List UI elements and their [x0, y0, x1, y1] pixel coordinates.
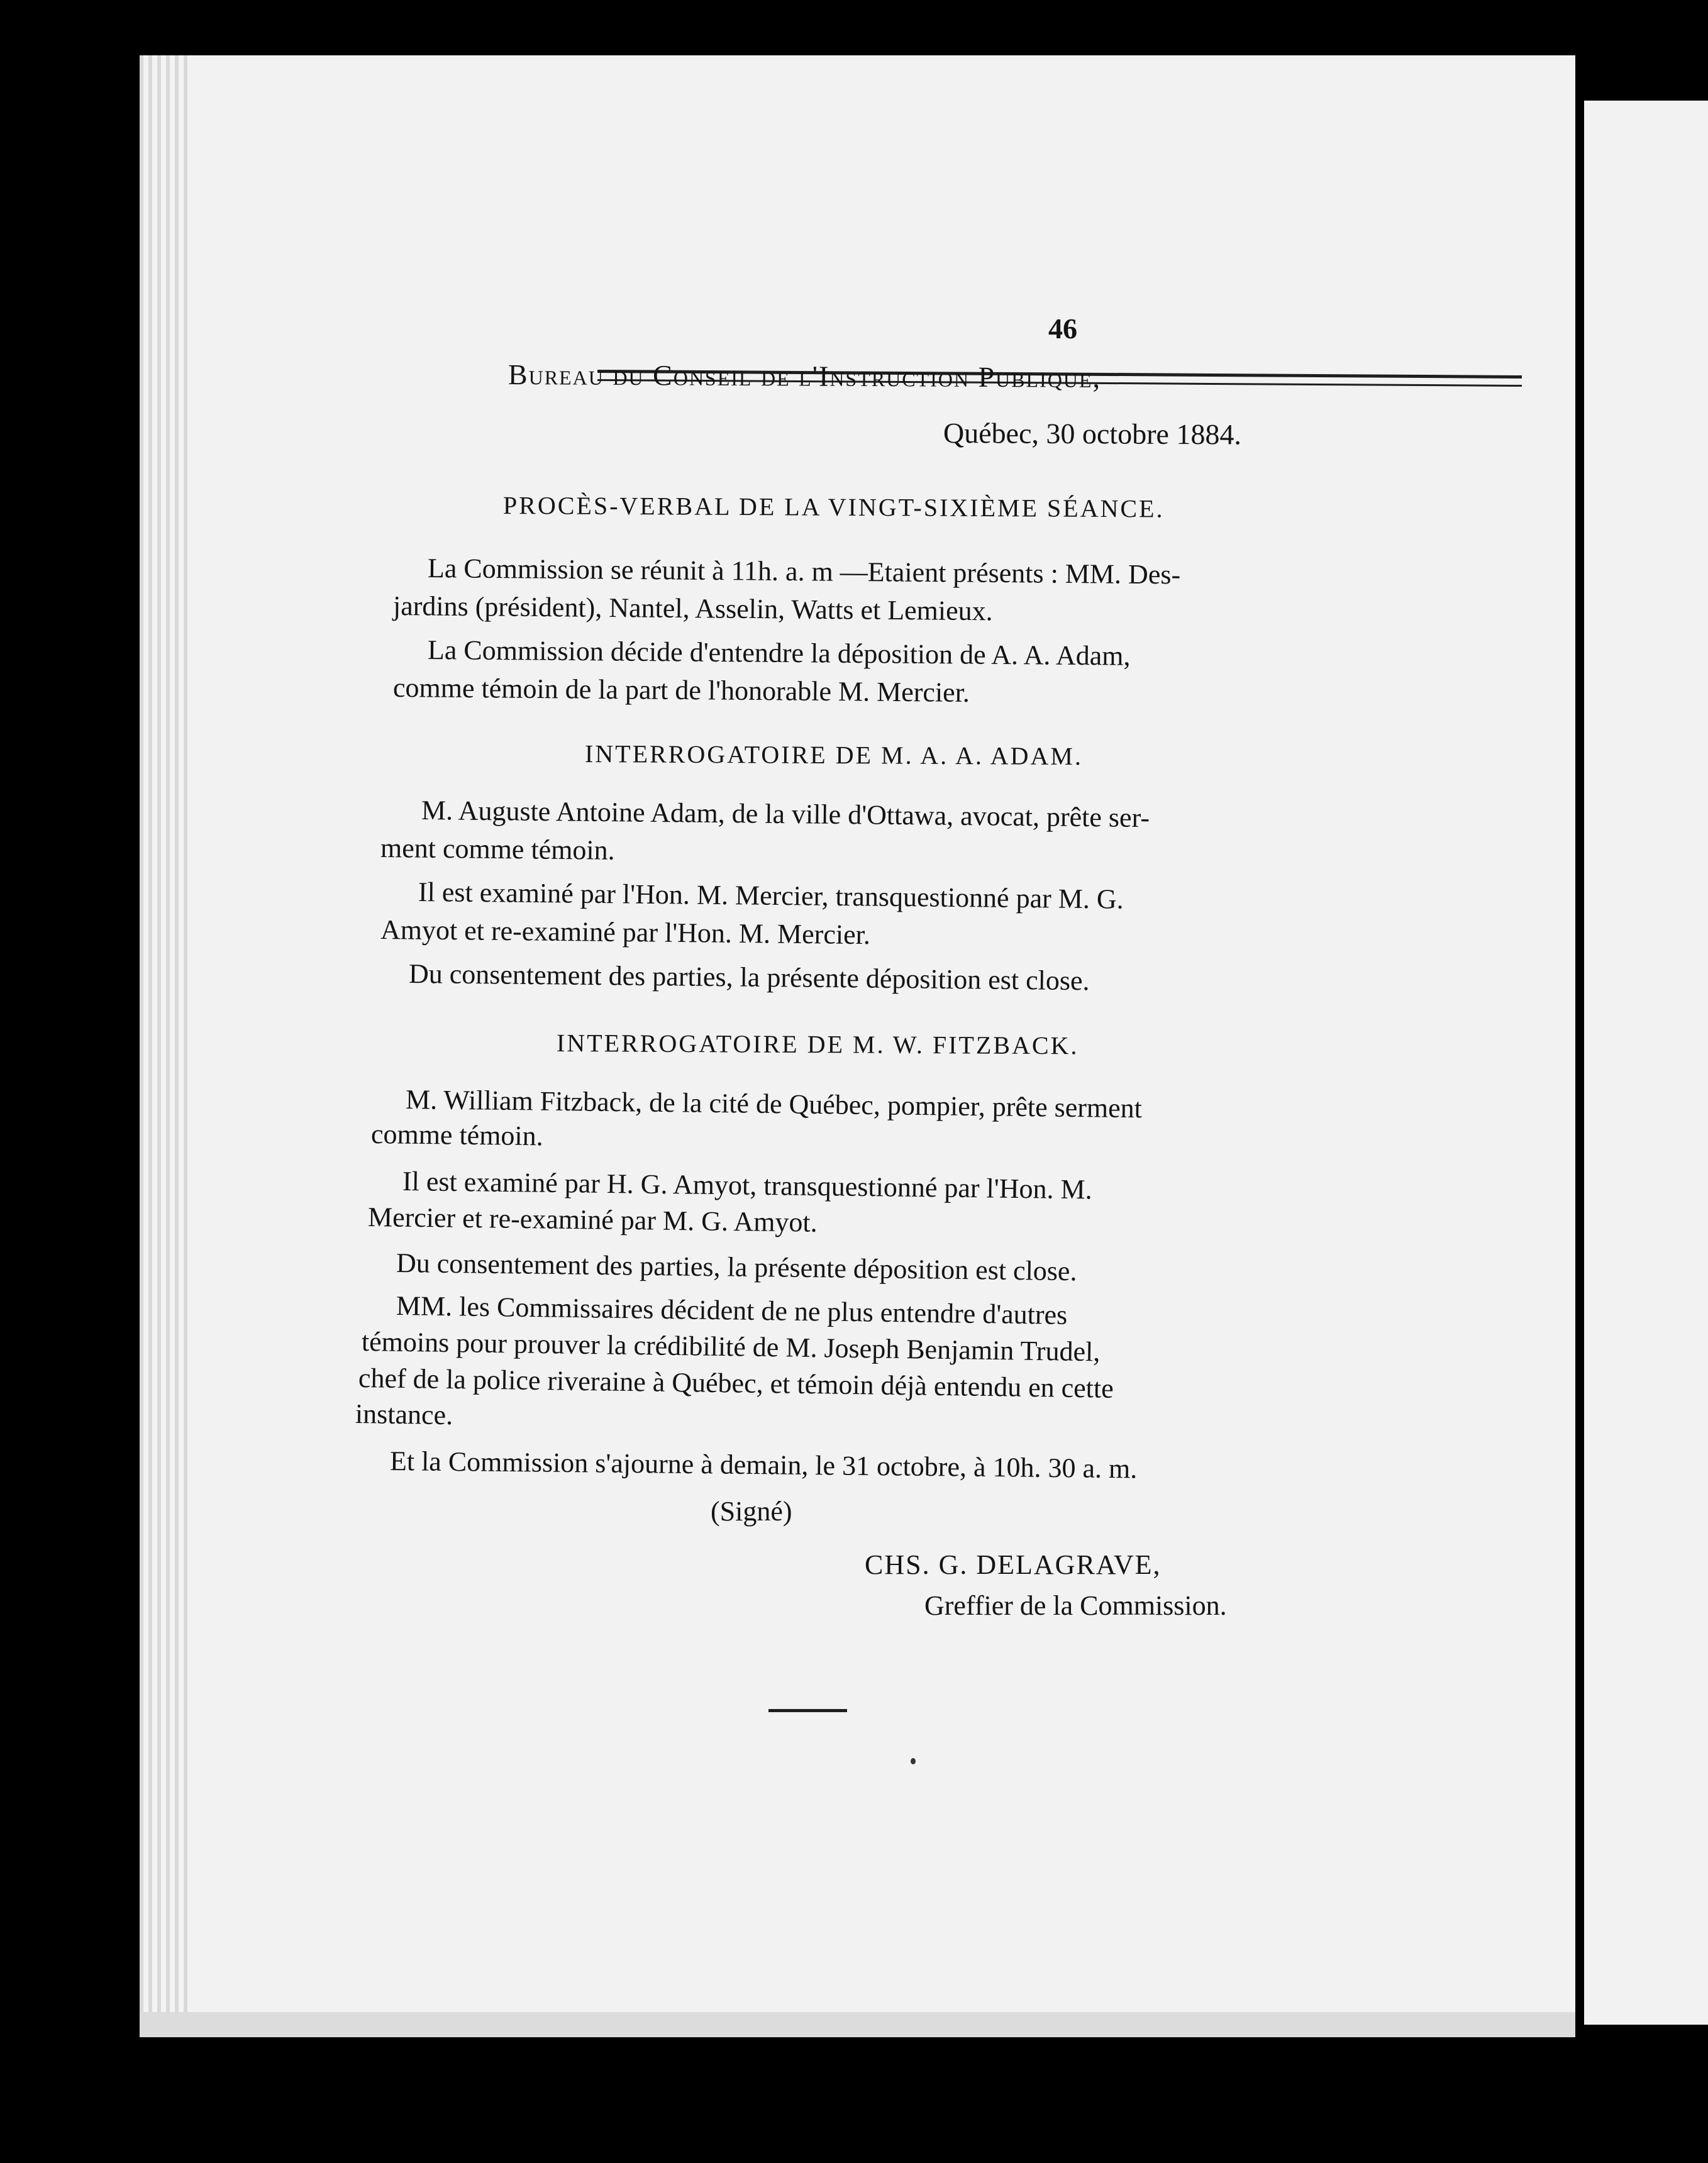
- paragraph-10: Et la Commission s'ajourne à demain, le 31 octobre, à 10h. 30 a. m.: [389, 1446, 1138, 1485]
- paragraph-9-line-1: MM. les Commissaires décident de ne plus entendre d'autres: [396, 1290, 1068, 1330]
- paragraph-5: Du consentement des parties, la présente déposition est close.: [408, 958, 1090, 997]
- book-gutter: [1575, 55, 1584, 2036]
- signed-note: (Signé): [711, 1496, 792, 1527]
- page-text: [189, 55, 1575, 2036]
- heading-interrogatoire-fitzback: INTERROGATOIRE DE M. W. FITZBACK.: [556, 1029, 1079, 1060]
- paragraph-9-line-3: chef de la police riveraine à Québec, et témoin déjà entendu en cette: [358, 1363, 1114, 1404]
- paragraph-7-line-2: Mercier et re-examiné par M. G. Amyot.: [367, 1202, 818, 1238]
- paragraph-3-line-1: M. Auguste Antoine Adam, de la ville d'Ottawa, avocat, prête ser-: [421, 795, 1150, 834]
- paragraph-6-line-1: M. William Fitzback, de la cité de Québec, pompier, prête serment: [405, 1084, 1143, 1124]
- heading-interrogatoire-adam: INTERROGATOIRE DE M. A. A. ADAM.: [584, 739, 1084, 771]
- paragraph-1-line-1: La Commission se réunit à 11h. a. m —Etaient présents : MM. Des-: [427, 553, 1181, 590]
- minutes-title: PROCÈS-VERBAL DE LA VINGT-SIXIÈME SÉANCE.: [502, 491, 1165, 523]
- paragraph-8: Du consentement des parties, la présente déposition est close.: [396, 1247, 1077, 1287]
- paragraph-1-line-2: jardins (président), Nantel, Asselin, Watts et Lemieux.: [392, 590, 993, 627]
- paragraph-3-line-2: ment comme témoin.: [380, 833, 615, 866]
- signatory-name: CHS. G. DELAGRAVE,: [865, 1549, 1162, 1580]
- facing-page-edge: [1584, 101, 1708, 2025]
- signatory-title: Greffier de la Commission.: [924, 1590, 1227, 1621]
- page-bottom-edge: [140, 2012, 1575, 2037]
- paragraph-7-line-1: Il est examiné par H. G. Amyot, transquestionné par l'Hon. M.: [402, 1166, 1092, 1205]
- page-number: 46: [1048, 313, 1077, 345]
- paragraph-4-line-1: Il est examiné par l'Hon. M. Mercier, transquestionné par M. G.: [418, 877, 1124, 915]
- document-page: [189, 55, 1575, 2036]
- header-office: Bureau du Conseil de l'Instruction Publique,: [507, 358, 1102, 394]
- ink-speck: [911, 1758, 916, 1764]
- header-date: Québec, 30 octobre 1884.: [943, 417, 1242, 451]
- paragraph-2-line-2: comme témoin de la part de l'honorable M. Mercier.: [392, 672, 970, 709]
- paragraph-9-line-2: témoins pour prouver la crédibilité de M. Joseph Benjamin Trudel,: [361, 1326, 1101, 1368]
- paragraph-2-line-1: La Commission décide d'entendre la déposition de A. A. Adam,: [427, 634, 1131, 672]
- closing-dash: [768, 1709, 847, 1712]
- paragraph-6-line-2: comme témoin.: [370, 1119, 544, 1152]
- paragraph-4-line-2: Amyot et re-examiné par l'Hon. M. Mercier.: [380, 914, 871, 951]
- paragraph-9-line-4: instance.: [355, 1398, 453, 1431]
